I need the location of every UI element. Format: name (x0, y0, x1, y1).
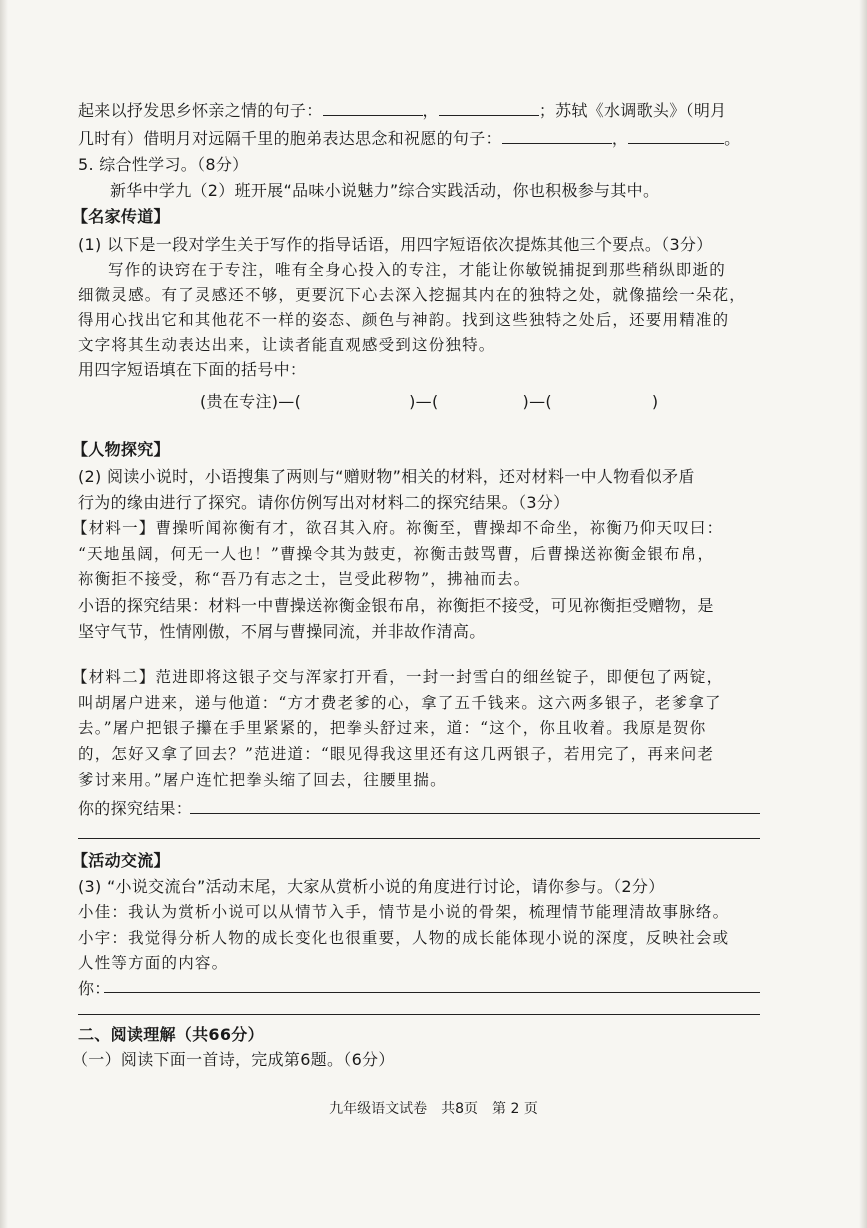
answer-line[interactable] (190, 813, 760, 814)
example-result-line: 坚守气节，性情刚傲，不屑与曹操同流，并非故作清高。 (78, 622, 486, 641)
answer-line[interactable] (104, 992, 760, 993)
question-2-line: 行为的缘由进行了探究。请你仿例写出对材料二的探究结果。（3分） (78, 493, 570, 512)
answer-blank[interactable] (628, 129, 724, 144)
subsection-1-heading: （一）阅读下面一首诗，完成第6题。（6分） (72, 1050, 395, 1069)
answer-line[interactable] (78, 838, 760, 839)
writing-guide-paragraph-line: 写作的诀窍在于专注，唯有全身心投入的专注，才能让你敏锐捕捉到那些稍纵即逝的 (108, 261, 726, 279)
answer-blank[interactable] (439, 101, 539, 116)
question-5-title: 5. 综合性学习。（8分） (78, 155, 249, 174)
discussion-xiaoyu-line: 人性等方面的内容。 (78, 954, 229, 972)
page-footer: 九年级语文试卷 共8页 第 2 页 (329, 1101, 538, 1117)
poem-fill-line-2 (78, 126, 740, 149)
material-2-line: 【材料二】范进即将这银子交与浑家打开看，一封一封雪白的细丝锭子，即便包了两锭， (72, 668, 724, 686)
question-3: (3) “小说交流台”活动末尾，大家从赏析小说的角度进行讨论，请你参与。（2分） (78, 877, 665, 896)
material-1-line: 【材料一】曹操听闻祢衡有才，欲召其入府。祢衡至，曹操却不命坐，祢衡乃仰天叹曰： (72, 519, 724, 537)
section-heading-character: 【人物探究】 (72, 440, 170, 459)
fill-prompt: 用四字短语填在下面的括号中： (78, 360, 307, 379)
writing-guide-paragraph-line: 文字将其生动表达出来，让读者能直观感受到这份独特。 (78, 336, 496, 354)
chain-separator: )—( (522, 392, 552, 411)
material-2-line: 爹讨来用。”屠户连忙把拳头缩了回去，往腰里揣。 (78, 771, 447, 789)
section-heading-exchange: 【活动交流】 (72, 851, 170, 870)
example-result-line: 小语的探究结果：材料一中曹操送祢衡金银布帛，祢衡拒不接受，可见祢衡拒受赠物，是 (78, 596, 714, 615)
your-result-label: 你的探究结果： (78, 799, 193, 818)
material-2-line: 去。”屠户把银子攥在手里紧紧的，把拳头舒过来，道：“这个，你且收着。我原是贺你 (78, 719, 707, 737)
answer-blank[interactable] (502, 129, 612, 144)
answer-line[interactable] (78, 1014, 760, 1015)
material-1-line: 祢衡拒不接受，称“吾乃有志之士，岂受此秽物”，拂袖而去。 (78, 570, 531, 588)
answer-blank[interactable] (323, 101, 423, 116)
activity-intro: 新华中学九（2）班开展“品味小说魅力”综合实践活动，你也积极参与其中。 (110, 181, 660, 200)
chain-close: ) (651, 392, 659, 411)
poem-fill-line-1 (78, 98, 726, 121)
your-answer-label: 你： (78, 979, 111, 998)
chain-first-phrase: (贵在专注)—( (200, 392, 302, 411)
comma: ， (611, 129, 629, 148)
material-2-line: 叫胡屠户进来，递与他道：“方才费老爹的心，拿了五千钱来。这六两多银子，老爹拿了 (78, 694, 722, 712)
question-1: (1) 以下是一段对学生关于写作的指导话语，用四字短语依次提炼其他三个要点。（3分） (78, 235, 713, 254)
scan-right-edge (859, 0, 867, 1228)
question-2-line: (2) 阅读小说时，小语搜集了两则与“赠财物”相关的材料，还对材料一中人物看似矛盾 (78, 467, 695, 486)
writing-guide-paragraph-line: 得用心找出它和其他花不一样的姿态、颜色与神韵。找到这些独特之处后，还要用精准的 (78, 311, 730, 329)
phrase-chain (200, 389, 658, 412)
discussion-xiaoyu-line: 小宇：我觉得分析人物的成长变化也很重要，人物的成长能体现小说的深度，反映社会或 (78, 929, 730, 947)
section-heading-famous: 【名家传道】 (72, 207, 170, 226)
section-2-heading: 二、阅读理解（共66分） (78, 1025, 264, 1044)
comma: ， (422, 101, 439, 120)
discussion-xiaojia: 小佳：我认为赏析小说可以从情节入手，情节是小说的骨架，梳理情节能理清故事脉络。 (78, 903, 730, 921)
poem-fill-text: 起来以抒发思乡怀亲之情的句子： (78, 101, 323, 120)
writing-guide-paragraph-line: 细微灵感。有了灵感还不够，更要沉下心去深入挖掘其内在的独特之处，就像描绘一朵花， (78, 286, 747, 304)
poem-fill-text: 几时有）借明月对远隔千里的胞弟表达思念和祝愿的句子： (78, 129, 502, 148)
material-2-line: 的，怎好又拿了回去？”范进道：“眼见得我这里还有这几两银子，若用完了，再来问老 (78, 745, 715, 763)
period: 。 (724, 129, 741, 148)
poem-fill-text: ；苏轼《水调歌头》（明月 (538, 101, 727, 120)
scan-left-edge (0, 0, 8, 1228)
chain-separator: )—( (409, 392, 439, 411)
material-1-line: “天地虽阔，何无一人也！”曹操令其为鼓吏，祢衡击鼓骂曹，后曹操送祢衡金银布帛， (78, 545, 715, 563)
